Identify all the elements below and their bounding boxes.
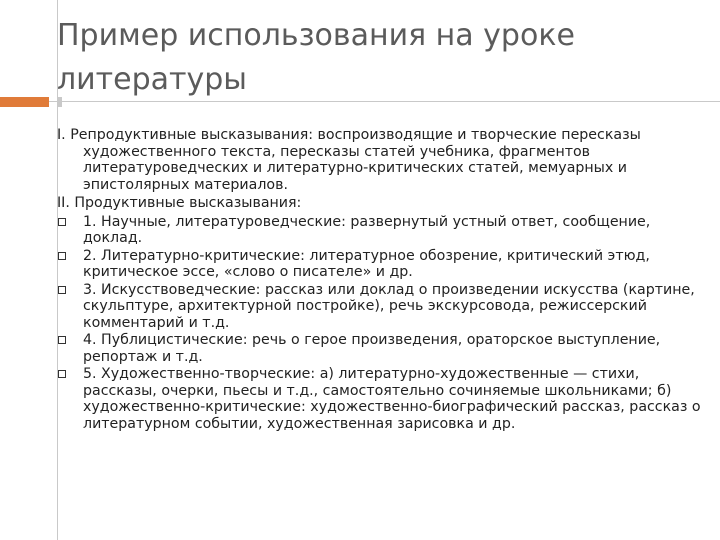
square-bullet-icon — [58, 336, 66, 344]
list-item — [57, 214, 707, 247]
list-item-text: 5. Художественно-творческие: а) литературно-художественные — стихи, рассказы, очерки, пьесы и т.д., самостоятельно сочиняемые школьниками; б) художественно-критические: художественно-биографический рассказ, рассказ о литературном событии, художественная зарисовка и др. — [83, 366, 701, 432]
square-bullet-icon — [58, 370, 66, 378]
square-bullet-icon — [58, 252, 66, 260]
slide-title: Пример использования на уроке литературы — [57, 18, 575, 97]
list-item-text: 3. Искусствоведческие: рассказ или доклад о произведении искусства (картине, скульптуре, архитектурной постройке), речь экскурсовода, режиссерский комментарий и т.д. — [83, 281, 695, 331]
list-item — [57, 282, 707, 332]
list-item-text: 4. Публицистические: речь о герое произведения, ораторское выступление, репортаж и т.д. — [83, 332, 661, 365]
list-item — [57, 332, 707, 365]
square-bullet-icon — [58, 218, 66, 226]
list-item-text: 1. Научные, литературоведческие: развернутый устный ответ, сообщение, доклад. — [83, 213, 651, 246]
square-bullet-icon — [58, 286, 66, 294]
paragraph-productive: II. Продуктивные высказывания: — [57, 195, 302, 211]
slide-body — [57, 127, 707, 433]
list-item — [57, 248, 707, 281]
list-item-text: 2. Литературно-критические: литературное обозрение, критический этюд, критическое эссе, «слово о писателе» и др. — [83, 247, 650, 280]
accent-bar — [0, 97, 49, 107]
list-item — [57, 366, 707, 432]
paragraph-reproductive: I. Репродуктивные высказывания: воспроизводящие и творческие пересказы художественного текста, пересказы статей учебника, фрагментов литературоведческих и литературно-критических статей, мемуарных и эпистолярных материалов. — [57, 127, 641, 193]
